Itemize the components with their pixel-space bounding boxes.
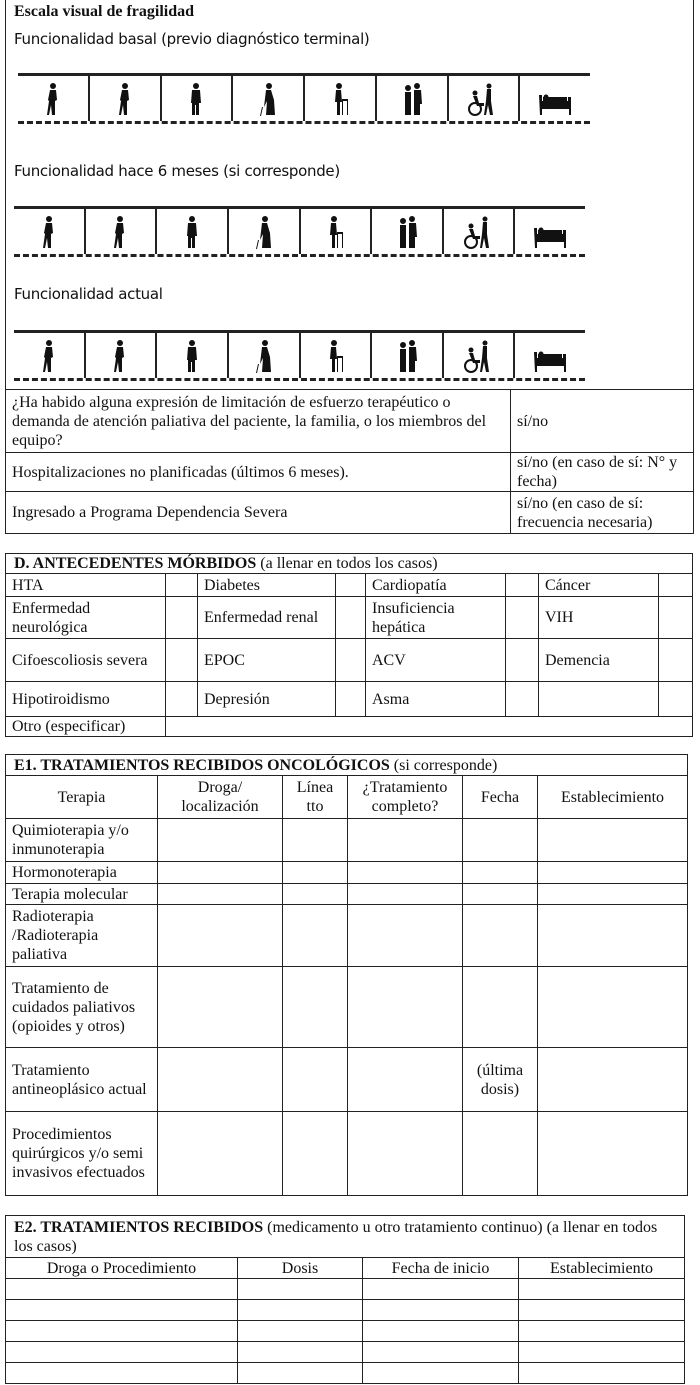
scale-level-4[interactable]	[231, 76, 303, 121]
therapy-label: Terapia molecular	[6, 884, 158, 905]
condition-checkbox[interactable]	[506, 639, 539, 682]
entry-cell[interactable]	[348, 819, 463, 862]
walking-person-icon	[108, 338, 132, 374]
condition-label: Diabetes	[198, 574, 336, 597]
entry-cell[interactable]	[348, 862, 463, 884]
entry-cell[interactable]	[519, 1279, 685, 1300]
entry-cell[interactable]	[158, 884, 283, 905]
person-with-cane-icon	[252, 214, 276, 250]
condition-checkbox[interactable]	[166, 639, 198, 682]
fecha-cell[interactable]	[463, 884, 538, 905]
fecha-cell[interactable]	[463, 1112, 538, 1196]
person-with-cane-icon	[252, 338, 276, 374]
question-row	[6, 390, 694, 453]
scale-level-8[interactable]	[518, 76, 590, 121]
scale-level-8[interactable]	[513, 209, 585, 254]
entry-cell[interactable]	[283, 862, 348, 884]
scale-level-6[interactable]	[375, 76, 447, 121]
column-header: Droga/ localización	[158, 776, 283, 819]
scale-level-4[interactable]	[227, 333, 299, 378]
condition-row	[6, 639, 693, 682]
scale-level-3[interactable]	[155, 333, 227, 378]
condition-label: EPOC	[198, 639, 336, 682]
entry-cell[interactable]	[283, 1112, 348, 1196]
entry-cell[interactable]	[283, 819, 348, 862]
condition-label: Demencia	[539, 639, 659, 682]
condition-label: Enfermedad renal	[198, 597, 336, 639]
fragility-questions-table	[5, 389, 694, 534]
condition-checkbox[interactable]	[166, 574, 198, 597]
entry-cell[interactable]	[6, 1342, 238, 1363]
condition-label: Cáncer	[539, 574, 659, 597]
condition-label: Depresión	[198, 682, 336, 717]
scale-level-7[interactable]	[442, 209, 514, 254]
person-in-bed-icon	[532, 214, 568, 250]
condition-checkbox[interactable]	[506, 682, 539, 717]
therapy-label: Tratamiento de cuidados paliativos (opioides y otros)	[6, 967, 158, 1048]
table-row	[6, 884, 688, 905]
person-in-wheelchair-icon	[465, 81, 501, 117]
column-header: Fecha	[463, 776, 538, 819]
person-in-wheelchair-icon	[461, 338, 497, 374]
entry-cell[interactable]	[6, 1363, 238, 1384]
condition-label: Cardiopatía	[366, 574, 506, 597]
other-field[interactable]	[166, 717, 693, 737]
table-row	[6, 1342, 685, 1363]
condition-checkbox[interactable]	[506, 597, 539, 639]
entry-cell[interactable]	[238, 1363, 363, 1384]
question-text: Ingresado a Programa Dependencia Severa	[6, 492, 511, 534]
entry-cell[interactable]	[538, 905, 688, 967]
answer-field[interactable]: sí/no	[511, 390, 694, 453]
condition-checkbox[interactable]	[336, 574, 366, 597]
walking-person-icon	[41, 81, 65, 117]
fecha-cell[interactable]: (última dosis)	[463, 1048, 538, 1112]
condition-checkbox[interactable]	[336, 682, 366, 717]
scale-level-3[interactable]	[160, 76, 232, 121]
fecha-cell[interactable]	[463, 862, 538, 884]
entry-cell[interactable]	[538, 819, 688, 862]
person-in-bed-icon	[537, 81, 573, 117]
scale-level-6[interactable]	[370, 209, 442, 254]
condition-label: ACV	[366, 639, 506, 682]
oncologic-treatments-table	[5, 754, 688, 1196]
condition-checkbox[interactable]	[659, 574, 693, 597]
answer-field[interactable]: sí/no (en caso de sí: frecuencia necesaria)	[511, 492, 694, 534]
condition-label: VIH	[539, 597, 659, 639]
entry-cell[interactable]	[158, 819, 283, 862]
therapy-label: Tratamiento antineoplásico actual	[6, 1048, 158, 1112]
table-row	[6, 1279, 685, 1300]
scale-level-3[interactable]	[155, 209, 227, 254]
table-header-row	[6, 1258, 685, 1279]
continuous-treatments-table	[5, 1215, 685, 1384]
person-in-wheelchair-icon	[461, 214, 497, 250]
answer-field[interactable]: sí/no (en caso de sí: N° y fecha)	[511, 453, 694, 492]
entry-cell[interactable]	[283, 905, 348, 967]
person-with-walker-icon	[328, 81, 352, 117]
scale-level-7[interactable]	[447, 76, 519, 121]
scale-level-6[interactable]	[370, 333, 442, 378]
scale-level-4[interactable]	[227, 209, 299, 254]
condition-checkbox[interactable]	[336, 639, 366, 682]
column-header: Dosis	[238, 1258, 363, 1279]
table-header-row	[6, 776, 688, 819]
fragility-scale-6-months	[14, 206, 585, 257]
section-e2-title: E2. TRATAMIENTOS RECIBIDOS (medicamento u otro tratamiento continuo) (a llenar en todos los casos)	[6, 1216, 685, 1258]
condition-label: Asma	[366, 682, 506, 717]
scale-level-7[interactable]	[442, 333, 514, 378]
scale-level-2[interactable]	[84, 209, 156, 254]
scale-level-1[interactable]	[18, 76, 88, 121]
question-row	[6, 453, 694, 492]
column-header: Establecimiento	[519, 1258, 685, 1279]
person-in-bed-icon	[532, 338, 568, 374]
walking-person-icon	[113, 81, 137, 117]
condition-row	[6, 597, 693, 639]
therapy-label: Quimioterapia y/o inmunoterapia	[6, 819, 158, 862]
condition-checkbox[interactable]	[659, 682, 693, 717]
walking-person-icon	[37, 214, 61, 250]
condition-checkbox[interactable]	[506, 574, 539, 597]
person-with-walker-icon	[323, 338, 347, 374]
table-row	[6, 1300, 685, 1321]
entry-cell[interactable]	[363, 1342, 519, 1363]
entry-cell[interactable]	[538, 1112, 688, 1196]
entry-cell[interactable]	[519, 1300, 685, 1321]
entry-cell[interactable]	[158, 1048, 283, 1112]
entry-cell[interactable]	[348, 884, 463, 905]
condition-row	[6, 574, 693, 597]
entry-cell[interactable]	[348, 1048, 463, 1112]
section-d-title: D. ANTECEDENTES MÓRBIDOS (a llenar en todos los casos)	[6, 554, 693, 574]
condition-label	[539, 682, 659, 717]
entry-cell[interactable]	[6, 1321, 238, 1342]
entry-cell[interactable]	[363, 1321, 519, 1342]
condition-label: Hipotiroidismo	[6, 682, 166, 717]
entry-cell[interactable]	[363, 1363, 519, 1384]
condition-checkbox[interactable]	[166, 597, 198, 639]
condition-checkbox[interactable]	[336, 597, 366, 639]
condition-label: Enfermedad neurológica	[6, 597, 166, 639]
question-row	[6, 492, 694, 534]
entry-cell[interactable]	[238, 1321, 363, 1342]
entry-cell[interactable]	[348, 967, 463, 1048]
column-header: Establecimiento	[538, 776, 688, 819]
morbid-history-table	[5, 553, 693, 737]
standing-person-icon	[180, 214, 204, 250]
entry-cell[interactable]	[348, 905, 463, 967]
scale-level-2[interactable]	[84, 333, 156, 378]
entry-cell[interactable]	[348, 1112, 463, 1196]
standing-person-icon	[180, 338, 204, 374]
entry-cell[interactable]	[158, 862, 283, 884]
therapy-label: Radioterapia /Radioterapia paliativa	[6, 905, 158, 967]
scale-label-current: Funcionalidad actual	[14, 285, 163, 303]
entry-cell[interactable]	[519, 1363, 685, 1384]
column-header: Droga o Procedimiento	[6, 1258, 238, 1279]
question-text: ¿Ha habido alguna expresión de limitación de esfuerzo terapéutico o demanda de atención paliativa del paciente, la familia, o los miembros del equipo?	[6, 390, 511, 453]
scale-level-2[interactable]	[88, 76, 160, 121]
entry-cell[interactable]	[283, 967, 348, 1048]
condition-checkbox[interactable]	[166, 682, 198, 717]
table-row	[6, 1112, 688, 1196]
person-with-walker-icon	[323, 214, 347, 250]
entry-cell[interactable]	[238, 1279, 363, 1300]
scale-level-8[interactable]	[513, 333, 585, 378]
entry-cell[interactable]	[158, 905, 283, 967]
other-label: Otro (especificar)	[6, 717, 166, 737]
table-row	[6, 819, 688, 862]
question-text: Hospitalizaciones no planificadas (últimos 6 meses).	[6, 453, 511, 492]
entry-cell[interactable]	[6, 1300, 238, 1321]
entry-cell[interactable]	[538, 967, 688, 1048]
column-header: Línea tto	[283, 776, 348, 819]
table-row	[6, 1048, 688, 1112]
entry-cell[interactable]	[6, 1279, 238, 1300]
condition-label: Insuficiencia hepática	[366, 597, 506, 639]
walking-person-icon	[108, 214, 132, 250]
column-header: Terapia	[6, 776, 158, 819]
scale-level-5[interactable]	[299, 209, 371, 254]
entry-cell[interactable]	[538, 1048, 688, 1112]
scale-level-5[interactable]	[303, 76, 375, 121]
scale-level-1[interactable]	[14, 333, 84, 378]
entry-cell[interactable]	[519, 1321, 685, 1342]
table-row	[6, 967, 688, 1048]
person-assisted-icon	[395, 214, 419, 250]
column-header: Fecha de inicio	[363, 1258, 519, 1279]
fecha-cell[interactable]	[463, 819, 538, 862]
person-assisted-icon	[395, 338, 419, 374]
person-assisted-icon	[400, 81, 424, 117]
table-row	[6, 905, 688, 967]
scale-level-5[interactable]	[299, 333, 371, 378]
scale-level-1[interactable]	[14, 209, 84, 254]
scale-label-basal: Funcionalidad basal (previo diagnóstico terminal)	[14, 30, 370, 48]
condition-label: Cifoescoliosis severa	[6, 639, 166, 682]
entry-cell[interactable]	[158, 967, 283, 1048]
table-row	[6, 1363, 685, 1384]
condition-row	[6, 682, 693, 717]
entry-cell[interactable]	[283, 884, 348, 905]
condition-checkbox[interactable]	[659, 639, 693, 682]
entry-cell[interactable]	[238, 1342, 363, 1363]
person-with-cane-icon	[256, 81, 280, 117]
entry-cell[interactable]	[363, 1279, 519, 1300]
entry-cell[interactable]	[283, 1048, 348, 1112]
entry-cell[interactable]	[238, 1300, 363, 1321]
entry-cell[interactable]	[363, 1300, 519, 1321]
fragility-title: Escala visual de fragilidad	[14, 3, 195, 20]
condition-checkbox[interactable]	[659, 597, 693, 639]
standing-person-icon	[184, 81, 208, 117]
table-row	[6, 1321, 685, 1342]
entry-cell[interactable]	[538, 862, 688, 884]
entry-cell[interactable]	[519, 1342, 685, 1363]
therapy-label: Hormonoterapia	[6, 862, 158, 884]
column-header: ¿Tratamiento completo?	[348, 776, 463, 819]
section-e1-title: E1. TRATAMIENTOS RECIBIDOS ONCOLÓGICOS (si corresponde)	[6, 755, 688, 776]
fecha-cell[interactable]	[463, 967, 538, 1048]
fecha-cell[interactable]	[463, 905, 538, 967]
walking-person-icon	[37, 338, 61, 374]
scale-label-6-months: Funcionalidad hace 6 meses (si corresponde)	[14, 162, 340, 180]
therapy-label: Procedimientos quirúrgicos y/o semi invasivos efectuados	[6, 1112, 158, 1196]
fragility-scale-basal	[18, 73, 590, 124]
entry-cell[interactable]	[158, 1112, 283, 1196]
condition-label: HTA	[6, 574, 166, 597]
fragility-scale-current	[14, 330, 585, 381]
table-row	[6, 862, 688, 884]
entry-cell[interactable]	[538, 884, 688, 905]
